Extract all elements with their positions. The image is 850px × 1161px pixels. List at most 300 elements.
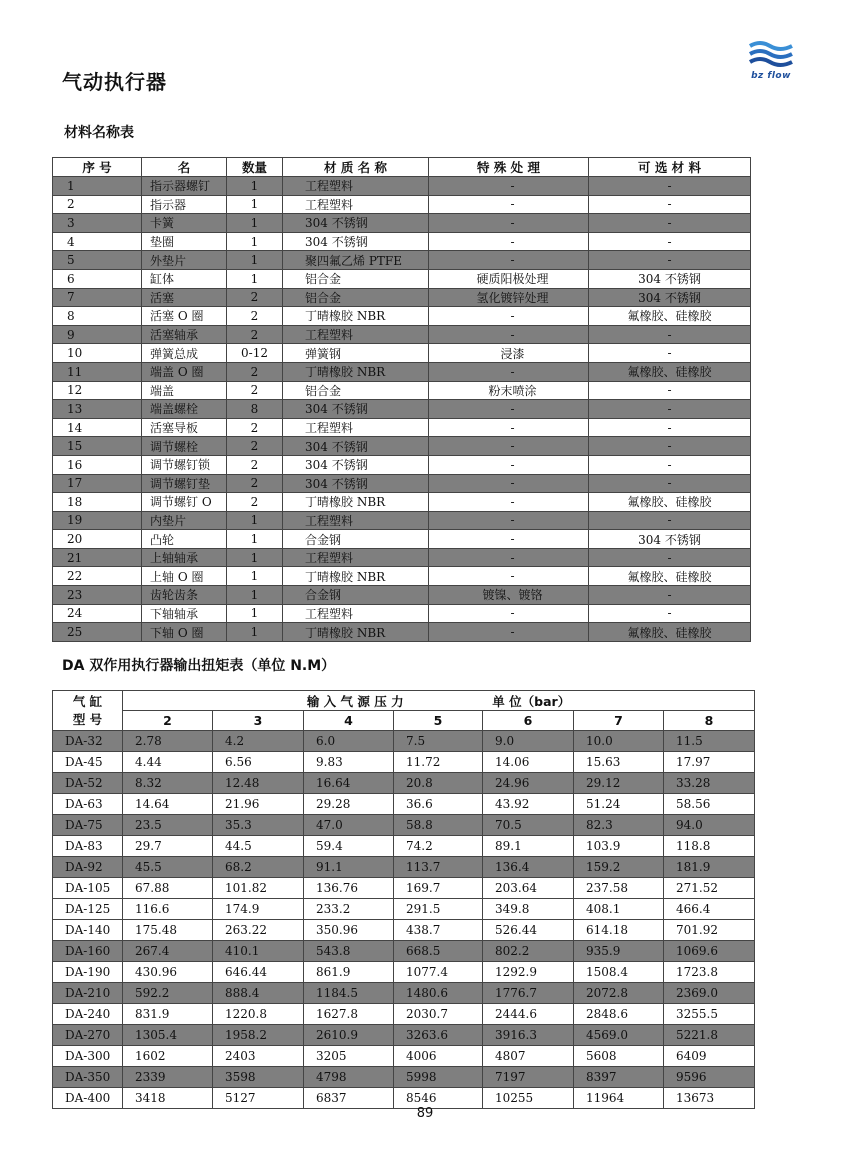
materials-cell: 合金钢	[283, 586, 429, 605]
materials-table-title: 材料名称表	[64, 125, 134, 141]
materials-cell: 丁晴橡胶 NBR	[283, 567, 429, 586]
materials-cell: 304 不锈钢	[589, 269, 751, 288]
materials-cell: 1	[227, 251, 283, 270]
materials-cell: 铝合金	[283, 269, 429, 288]
materials-cell: 丁晴橡胶 NBR	[283, 307, 429, 326]
pressure-header-label: 输 入 气 源 压 力	[306, 693, 404, 709]
materials-cell: 工程塑料	[283, 548, 429, 567]
materials-row	[53, 177, 751, 196]
pressure-value-header: 3	[213, 711, 304, 731]
pressure-value-header: 4	[304, 711, 394, 731]
materials-header-cell: 数量	[227, 158, 283, 177]
materials-row	[53, 362, 751, 381]
materials-cell: -	[429, 548, 589, 567]
torque-cell: 3598	[213, 1067, 304, 1088]
materials-cell: -	[589, 251, 751, 270]
torque-cell: 668.5	[394, 941, 483, 962]
materials-cell: 3	[53, 214, 142, 233]
torque-row	[53, 1004, 755, 1025]
torque-row	[53, 857, 755, 878]
torque-cell: 33.28	[664, 773, 755, 794]
model-cell: DA-45	[53, 752, 123, 773]
materials-row	[53, 567, 751, 586]
torque-row	[53, 773, 755, 794]
materials-cell: 工程塑料	[283, 177, 429, 196]
torque-cell: 6.0	[304, 731, 394, 752]
torque-row	[53, 1046, 755, 1067]
materials-cell: 工程塑料	[283, 418, 429, 437]
materials-cell: 端盖	[142, 381, 227, 400]
materials-cell: 11	[53, 362, 142, 381]
torque-cell: 47.0	[304, 815, 394, 836]
torque-cell: 935.9	[574, 941, 664, 962]
materials-row	[53, 195, 751, 214]
materials-cell: 1	[227, 586, 283, 605]
model-cell: DA-92	[53, 857, 123, 878]
materials-cell: -	[429, 530, 589, 549]
materials-cell: 上轴轴承	[142, 548, 227, 567]
materials-cell: 7	[53, 288, 142, 307]
materials-cell: 1	[227, 623, 283, 642]
materials-header-cell: 材 质 名 称	[283, 158, 429, 177]
torque-cell: 2403	[213, 1046, 304, 1067]
materials-cell: 2	[227, 418, 283, 437]
materials-body	[53, 177, 751, 642]
materials-cell: 10	[53, 344, 142, 363]
unit-header-label: 单 位（bar）	[492, 693, 571, 709]
materials-cell: 1	[227, 269, 283, 288]
torque-cell: 8546	[394, 1088, 483, 1109]
torque-cell: 3418	[123, 1088, 213, 1109]
materials-cell: -	[429, 567, 589, 586]
torque-row	[53, 962, 755, 983]
torque-cell: 5127	[213, 1088, 304, 1109]
torque-cell: 1184.5	[304, 983, 394, 1004]
torque-row	[53, 815, 755, 836]
materials-cell: 1	[227, 195, 283, 214]
wave-logo-icon	[748, 40, 794, 70]
materials-cell: 调节螺钉垫	[142, 474, 227, 493]
torque-cell: 169.7	[394, 878, 483, 899]
torque-cell: 526.44	[483, 920, 574, 941]
model-cell: DA-140	[53, 920, 123, 941]
materials-cell: 8	[227, 400, 283, 419]
materials-cell: 5	[53, 251, 142, 270]
torque-header-row-1	[53, 691, 755, 711]
model-cell: DA-52	[53, 773, 123, 794]
materials-row	[53, 511, 751, 530]
model-cell: DA-160	[53, 941, 123, 962]
torque-cell: 58.56	[664, 794, 755, 815]
torque-cell: 174.9	[213, 899, 304, 920]
materials-cell: 16	[53, 455, 142, 474]
materials-row	[53, 530, 751, 549]
materials-cell: 丁晴橡胶 NBR	[283, 493, 429, 512]
torque-cell: 74.2	[394, 836, 483, 857]
torque-cell: 291.5	[394, 899, 483, 920]
materials-cell: -	[589, 325, 751, 344]
torque-cell: 3205	[304, 1046, 394, 1067]
torque-cell: 113.7	[394, 857, 483, 878]
materials-cell: 2	[227, 381, 283, 400]
torque-cell: 438.7	[394, 920, 483, 941]
materials-cell: 25	[53, 623, 142, 642]
materials-cell: 22	[53, 567, 142, 586]
materials-cell: -	[589, 511, 751, 530]
materials-cell: 304 不锈钢	[589, 530, 751, 549]
torque-cell: 44.5	[213, 836, 304, 857]
materials-cell: -	[429, 195, 589, 214]
torque-cell: 701.92	[664, 920, 755, 941]
torque-cell: 17.97	[664, 752, 755, 773]
materials-cell: -	[429, 474, 589, 493]
torque-cell: 175.48	[123, 920, 213, 941]
model-cell: DA-400	[53, 1088, 123, 1109]
torque-cell: 802.2	[483, 941, 574, 962]
materials-cell: 18	[53, 493, 142, 512]
torque-cell: 2610.9	[304, 1025, 394, 1046]
page-number: 89	[416, 1106, 434, 1121]
torque-cell: 9596	[664, 1067, 755, 1088]
torque-cell: 68.2	[213, 857, 304, 878]
materials-cell: -	[589, 418, 751, 437]
materials-header-cell: 可 选 材 料	[589, 158, 751, 177]
materials-row	[53, 251, 751, 270]
torque-cell: 89.1	[483, 836, 574, 857]
materials-cell: 调节螺钉 O	[142, 493, 227, 512]
torque-cell: 136.76	[304, 878, 394, 899]
materials-row	[53, 232, 751, 251]
torque-row	[53, 794, 755, 815]
model-header-line2: 型 号	[72, 711, 103, 727]
torque-cell: 43.92	[483, 794, 574, 815]
torque-cell: 466.4	[664, 899, 755, 920]
materials-cell: -	[589, 437, 751, 456]
materials-cell: 9	[53, 325, 142, 344]
materials-cell: 氟橡胶、硅橡胶	[589, 493, 751, 512]
materials-cell: 2	[227, 288, 283, 307]
torque-cell: 2072.8	[574, 983, 664, 1004]
materials-cell: -	[589, 400, 751, 419]
materials-cell: 2	[227, 362, 283, 381]
materials-cell: 缸体	[142, 269, 227, 288]
materials-cell: 浸漆	[429, 344, 589, 363]
torque-cell: 118.8	[664, 836, 755, 857]
torque-cell: 267.4	[123, 941, 213, 962]
torque-cell: 2030.7	[394, 1004, 483, 1025]
materials-cell: 端盖螺栓	[142, 400, 227, 419]
materials-cell: 2	[227, 474, 283, 493]
torque-cell: 646.44	[213, 962, 304, 983]
materials-cell: 2	[53, 195, 142, 214]
materials-row	[53, 604, 751, 623]
torque-cell: 1480.6	[394, 983, 483, 1004]
torque-cell: 2369.0	[664, 983, 755, 1004]
torque-cell: 3263.6	[394, 1025, 483, 1046]
torque-row	[53, 920, 755, 941]
torque-cell: 94.0	[664, 815, 755, 836]
torque-cell: 4807	[483, 1046, 574, 1067]
model-cell: DA-125	[53, 899, 123, 920]
materials-cell: 活塞 O 圈	[142, 307, 227, 326]
materials-cell: 聚四氟乙烯 PTFE	[283, 251, 429, 270]
torque-cell: 3916.3	[483, 1025, 574, 1046]
torque-cell: 263.22	[213, 920, 304, 941]
materials-cell: 1	[227, 232, 283, 251]
materials-cell: 合金钢	[283, 530, 429, 549]
model-cell: DA-350	[53, 1067, 123, 1088]
materials-cell: -	[589, 195, 751, 214]
torque-cell: 349.8	[483, 899, 574, 920]
torque-cell: 271.52	[664, 878, 755, 899]
torque-cell: 1723.8	[664, 962, 755, 983]
materials-cell: -	[589, 344, 751, 363]
materials-cell: 1	[227, 511, 283, 530]
materials-header-cell: 特 殊 处 理	[429, 158, 589, 177]
materials-cell: 垫圈	[142, 232, 227, 251]
logo-text: bz flow	[751, 71, 791, 81]
materials-cell: -	[429, 251, 589, 270]
materials-cell: -	[589, 177, 751, 196]
materials-cell: -	[429, 307, 589, 326]
materials-cell: 下轴轴承	[142, 604, 227, 623]
materials-cell: 17	[53, 474, 142, 493]
torque-cell: 70.5	[483, 815, 574, 836]
torque-cell: 237.58	[574, 878, 664, 899]
model-cell: DA-32	[53, 731, 123, 752]
materials-cell: 2	[227, 437, 283, 456]
materials-cell: 14	[53, 418, 142, 437]
model-cell: DA-240	[53, 1004, 123, 1025]
materials-cell: 304 不锈钢	[283, 474, 429, 493]
materials-cell: -	[589, 232, 751, 251]
torque-cell: 20.8	[394, 773, 483, 794]
torque-cell: 14.06	[483, 752, 574, 773]
torque-cell: 24.96	[483, 773, 574, 794]
model-cell: DA-75	[53, 815, 123, 836]
torque-cell: 8.32	[123, 773, 213, 794]
torque-cell: 136.4	[483, 857, 574, 878]
materials-cell: -	[589, 586, 751, 605]
torque-row	[53, 752, 755, 773]
torque-row	[53, 1025, 755, 1046]
torque-cell: 101.82	[213, 878, 304, 899]
materials-cell: 镀镍、镀铬	[429, 586, 589, 605]
torque-cell: 5608	[574, 1046, 664, 1067]
materials-row	[53, 400, 751, 419]
pressure-value-header: 8	[664, 711, 755, 731]
materials-cell: 活塞	[142, 288, 227, 307]
torque-cell: 1292.9	[483, 962, 574, 983]
torque-cell: 2444.6	[483, 1004, 574, 1025]
torque-cell: 8397	[574, 1067, 664, 1088]
materials-cell: 铝合金	[283, 381, 429, 400]
materials-cell: 1	[227, 177, 283, 196]
materials-cell: -	[589, 604, 751, 623]
materials-cell: 20	[53, 530, 142, 549]
materials-cell: 氢化镀锌处理	[429, 288, 589, 307]
materials-cell: 齿轮齿条	[142, 586, 227, 605]
materials-row	[53, 548, 751, 567]
model-cell: DA-210	[53, 983, 123, 1004]
materials-cell: 氟橡胶、硅橡胶	[589, 623, 751, 642]
torque-cell: 888.4	[213, 983, 304, 1004]
materials-cell: 外垫片	[142, 251, 227, 270]
torque-cell: 16.64	[304, 773, 394, 794]
torque-row	[53, 983, 755, 1004]
torque-cell: 116.6	[123, 899, 213, 920]
torque-cell: 1776.7	[483, 983, 574, 1004]
pressure-value-header: 7	[574, 711, 664, 731]
model-cell: DA-270	[53, 1025, 123, 1046]
torque-cell: 4.44	[123, 752, 213, 773]
model-cell: DA-300	[53, 1046, 123, 1067]
materials-cell: 304 不锈钢	[283, 437, 429, 456]
materials-cell: 调节螺栓	[142, 437, 227, 456]
torque-cell: 4569.0	[574, 1025, 664, 1046]
materials-cell: -	[429, 493, 589, 512]
torque-cell: 7197	[483, 1067, 574, 1088]
materials-cell: 1	[227, 567, 283, 586]
materials-row	[53, 307, 751, 326]
materials-cell: 弹簧钢	[283, 344, 429, 363]
materials-cell: -	[429, 362, 589, 381]
torque-cell: 861.9	[304, 962, 394, 983]
model-cell: DA-190	[53, 962, 123, 983]
torque-table	[52, 690, 755, 1109]
materials-cell: 粉末喷涂	[429, 381, 589, 400]
materials-cell: -	[589, 474, 751, 493]
model-cell: DA-83	[53, 836, 123, 857]
torque-cell: 10.0	[574, 731, 664, 752]
materials-cell: 8	[53, 307, 142, 326]
materials-cell: 氟橡胶、硅橡胶	[589, 567, 751, 586]
torque-cell: 15.63	[574, 752, 664, 773]
materials-cell: 13	[53, 400, 142, 419]
materials-cell: 硬质阳极处理	[429, 269, 589, 288]
materials-cell: 19	[53, 511, 142, 530]
torque-row	[53, 1067, 755, 1088]
torque-cell: 58.8	[394, 815, 483, 836]
torque-cell: 82.3	[574, 815, 664, 836]
torque-table-title: DA 双作用执行器输出扭矩表（单位 N.M）	[62, 658, 336, 674]
materials-cell: 指示器	[142, 195, 227, 214]
materials-cell: 2	[227, 325, 283, 344]
torque-cell: 11.5	[664, 731, 755, 752]
materials-row	[53, 344, 751, 363]
materials-cell: -	[429, 214, 589, 233]
materials-cell: 6	[53, 269, 142, 288]
torque-cell: 1077.4	[394, 962, 483, 983]
torque-cell: 350.96	[304, 920, 394, 941]
torque-cell: 13673	[664, 1088, 755, 1109]
materials-cell: 活塞轴承	[142, 325, 227, 344]
torque-cell: 1508.4	[574, 962, 664, 983]
materials-row	[53, 455, 751, 474]
materials-row	[53, 381, 751, 400]
materials-cell: 1	[227, 214, 283, 233]
materials-row	[53, 214, 751, 233]
torque-cell: 4798	[304, 1067, 394, 1088]
materials-cell: 12	[53, 381, 142, 400]
torque-row	[53, 878, 755, 899]
torque-cell: 1627.8	[304, 1004, 394, 1025]
materials-row	[53, 325, 751, 344]
materials-row	[53, 623, 751, 642]
torque-cell: 12.48	[213, 773, 304, 794]
torque-cell: 1958.2	[213, 1025, 304, 1046]
torque-cell: 543.8	[304, 941, 394, 962]
materials-row	[53, 437, 751, 456]
materials-cell: 1	[53, 177, 142, 196]
torque-cell: 614.18	[574, 920, 664, 941]
materials-cell: -	[589, 381, 751, 400]
torque-cell: 67.88	[123, 878, 213, 899]
torque-row	[53, 731, 755, 752]
materials-cell: 指示器螺钉	[142, 177, 227, 196]
materials-cell: 1	[227, 530, 283, 549]
materials-cell: 23	[53, 586, 142, 605]
torque-cell: 430.96	[123, 962, 213, 983]
materials-cell: 铝合金	[283, 288, 429, 307]
torque-cell: 1220.8	[213, 1004, 304, 1025]
materials-cell: 304 不锈钢	[283, 214, 429, 233]
materials-table	[52, 157, 751, 642]
materials-cell: 1	[227, 548, 283, 567]
torque-cell: 3255.5	[664, 1004, 755, 1025]
torque-cell: 23.5	[123, 815, 213, 836]
model-cell: DA-105	[53, 878, 123, 899]
materials-row	[53, 269, 751, 288]
torque-cell: 7.5	[394, 731, 483, 752]
torque-cell: 35.3	[213, 815, 304, 836]
materials-cell: 氟橡胶、硅橡胶	[589, 362, 751, 381]
materials-cell: 工程塑料	[283, 511, 429, 530]
materials-cell: 工程塑料	[283, 604, 429, 623]
materials-cell: -	[429, 604, 589, 623]
materials-cell: -	[589, 548, 751, 567]
torque-cell: 233.2	[304, 899, 394, 920]
torque-cell: 91.1	[304, 857, 394, 878]
materials-cell: -	[429, 623, 589, 642]
torque-cell: 592.2	[123, 983, 213, 1004]
torque-cell: 5998	[394, 1067, 483, 1088]
materials-cell: 调节螺钉锁	[142, 455, 227, 474]
torque-cell: 10255	[483, 1088, 574, 1109]
materials-cell: 15	[53, 437, 142, 456]
pressure-value-header: 2	[123, 711, 213, 731]
materials-cell: 4	[53, 232, 142, 251]
materials-cell: -	[429, 511, 589, 530]
materials-header-cell: 序 号	[53, 158, 142, 177]
materials-cell: 弹簧总成	[142, 344, 227, 363]
torque-cell: 14.64	[123, 794, 213, 815]
materials-cell: 氟橡胶、硅橡胶	[589, 307, 751, 326]
torque-cell: 29.7	[123, 836, 213, 857]
torque-cell: 4006	[394, 1046, 483, 1067]
torque-cell: 9.83	[304, 752, 394, 773]
materials-cell: 丁晴橡胶 NBR	[283, 623, 429, 642]
materials-cell: 上轴 O 圈	[142, 567, 227, 586]
materials-cell: 24	[53, 604, 142, 623]
materials-cell: 工程塑料	[283, 325, 429, 344]
torque-cell: 29.28	[304, 794, 394, 815]
pressure-group-header	[123, 691, 755, 711]
torque-cell: 408.1	[574, 899, 664, 920]
materials-header-row	[53, 158, 751, 177]
page-title: 气动执行器	[62, 70, 167, 94]
pressure-value-header: 6	[483, 711, 574, 731]
